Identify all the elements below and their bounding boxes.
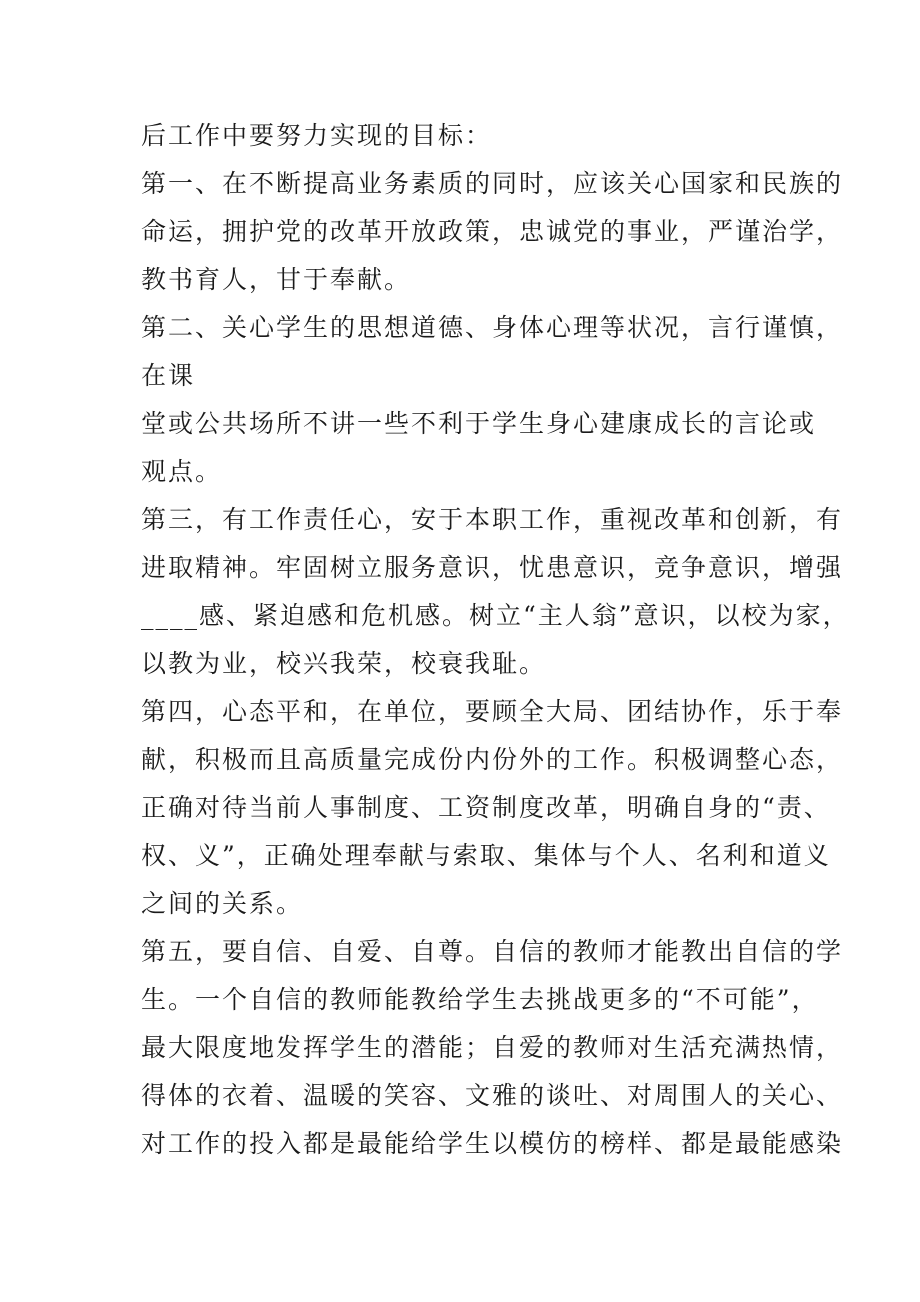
text-line: 观点。 <box>141 457 223 486</box>
text-line: ____感、紧迫感和危机感。树立“主人翁”意识，以校为家， <box>141 601 850 630</box>
text-line: 第三，有工作责任心，安于本职工作，重视改革和创新，有 <box>141 505 844 534</box>
text-line: 教书育人，甘于奉献。 <box>141 265 412 294</box>
text-line: 最大限度地发挥学生的潜能；自爱的教师对生活充满热情， <box>141 1033 844 1062</box>
text-line: 第二、关心学生的思想道德、身体心理等状况，言行谨慎， <box>141 313 844 342</box>
text-line: 之间的关系。 <box>141 889 304 918</box>
text-line: 进取精神。牢固树立服务意识，忧患意识，竞争意识，增强 <box>141 553 844 582</box>
text-line: 对工作的投入都是最能给学生以模仿的榜样、都是最能感染 <box>141 1129 844 1158</box>
text-line: 在课 <box>141 361 196 390</box>
text-line: 生。一个自信的教师能教给学生去挑战更多的“不可能”， <box>141 985 819 1014</box>
text-line: 第四，心态平和，在单位，要顾全大局、团结协作，乐于奉 <box>141 697 844 726</box>
text-line: 堂或公共场所不讲一些不利于学生身心建康成长的言论或 <box>141 409 817 438</box>
text-line: 得体的衣着、温暖的笑容、文雅的谈吐、对周围人的关心、 <box>141 1081 844 1110</box>
text-line: 权、义”，正确处理奉献与索取、集体与个人、名利和道义 <box>141 841 831 870</box>
text-line: 第五，要自信、自爱、自尊。自信的教师才能教出自信的学 <box>141 937 844 966</box>
text-line: 献，积极而且高质量完成份内份外的工作。积极调整心态， <box>141 745 844 774</box>
text-line: 后工作中要努力实现的目标： <box>141 121 493 150</box>
text-line: 正确对待当前人事制度、工资制度改革，明确自身的“责、 <box>141 793 831 822</box>
text-line: 命运，拥护党的改革开放政策，忠诚党的事业，严谨治学， <box>141 217 844 246</box>
text-line: 以教为业，校兴我荣，校衰我耻。 <box>141 649 547 678</box>
body-text <box>141 112 850 1168</box>
text-line: 第一、在不断提高业务素质的同时，应该关心国家和民族的 <box>141 169 844 198</box>
